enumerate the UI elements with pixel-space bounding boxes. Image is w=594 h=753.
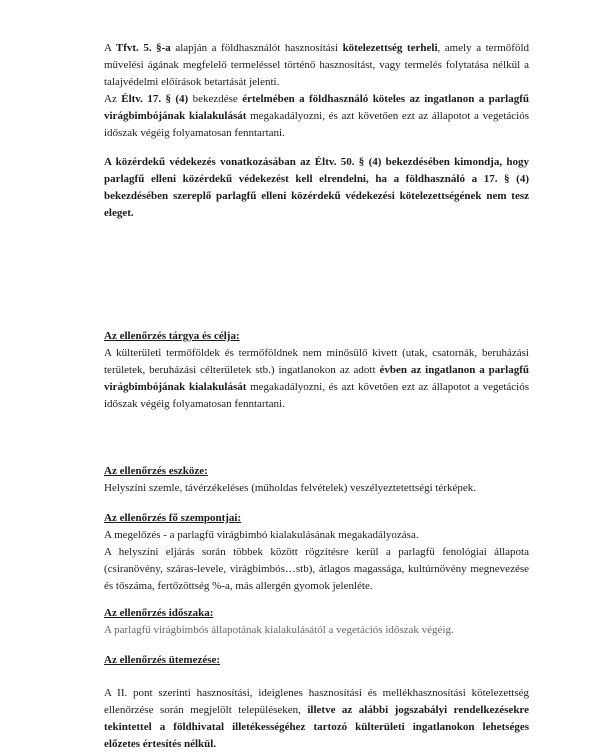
section-tool: Az ellenőrzés eszköze: Helyszíni szemle, távérzékeléses (műholdas felvételek) veszélyeztetettségi térképek. — [104, 463, 529, 497]
section-aspects: Az ellenőrzés fő szempontjai: A megelőzés - a parlagfű virágbimbó kialakulásának megakadályozása. A helyszíni eljárás során többek között rögzítésre kerül a parlagfű fenológiai állapota (csiranövény, száras-levele, virágbimbós…stb), átlagos magassága, kultúrnövény megnevezése és tőszáma, fertőzöttség %-a, más allergén gyomok jelenléte. — [104, 512, 529, 592]
section-heading: Az ellenőrzés eszköze: — [104, 465, 208, 477]
section-heading: Az ellenőrzés fő szempontjai: — [104, 512, 242, 524]
schedule-paragraph: A II. pont szerinti hasznosítási, ideiglenes hasznosítási és mellékhasznosítási kötelezettség ellenőrzése során megjelölt településeken, illetve az alábbi jogszabályi rendelkezésekre tekintettel a földhivatal illetékességéhez tartozó külterületi ingatlanokon lehetséges előzetes értesítés nélkül. — [104, 687, 529, 750]
section-subject: Az ellenőrzés tárgya és célja: A külterületi termőföldek és termőföldnek nem minősülő kivett (utak, csatornák, beruházási területek, beruházási célterületek stb.) ingatlanokon az adott évben az ingatlanon a parlagfű virágbimbójának kialakulását megakadályozni, és azt követően ezt az állapotot a vegetációs időszak végéig folyamatosan fenntartani. — [104, 330, 529, 410]
public-interest-paragraph: A közérdekű védekezés vonatkozásában az Éltv. 50. § (4) bekezdésében kimondja, hogy parlagfű elleni közérdekű védekezést kell elrendelni, ha a földhasználó a 17. § (4) bekezdésében szereplő parlagfű elleni közérdekű védekezési kötelezettségének nem tesz eleget. — [104, 156, 529, 219]
section-period: Az ellenőrzés időszaka: A parlagfű virágbimbós állapotának kialakulásától a vegetációs időszak végéig. — [104, 605, 529, 639]
intro-paragraph-eltv: Az Éltv. 17. § (4) bekezdése értelmében a földhasználó köteles az ingatlanon a parlagfű virágbimbójának kialakulását megakadályozni, és azt követően ezt az állapotot a vegetációs időszak végéig folyamatosan fenntartani. — [104, 93, 529, 139]
intro-paragraph-tfvt: A Tfvt. 5. §-a alapján a földhasználót hasznosítási kötelezettség terheli, amely a termőföld művelési ágának megfelelő termeléssel történő hasznosítást, vagy termelés folytatása nélkül a talajvédelmi előírások betartását jelenti. — [104, 42, 530, 88]
section-heading: Az ellenőrzés tárgya és célja: — [104, 330, 240, 342]
section-heading: Az ellenőrzés ütemezése: — [104, 654, 221, 666]
section-schedule — [104, 652, 529, 669]
section-heading: Az ellenőrzés időszaka: — [104, 607, 214, 619]
